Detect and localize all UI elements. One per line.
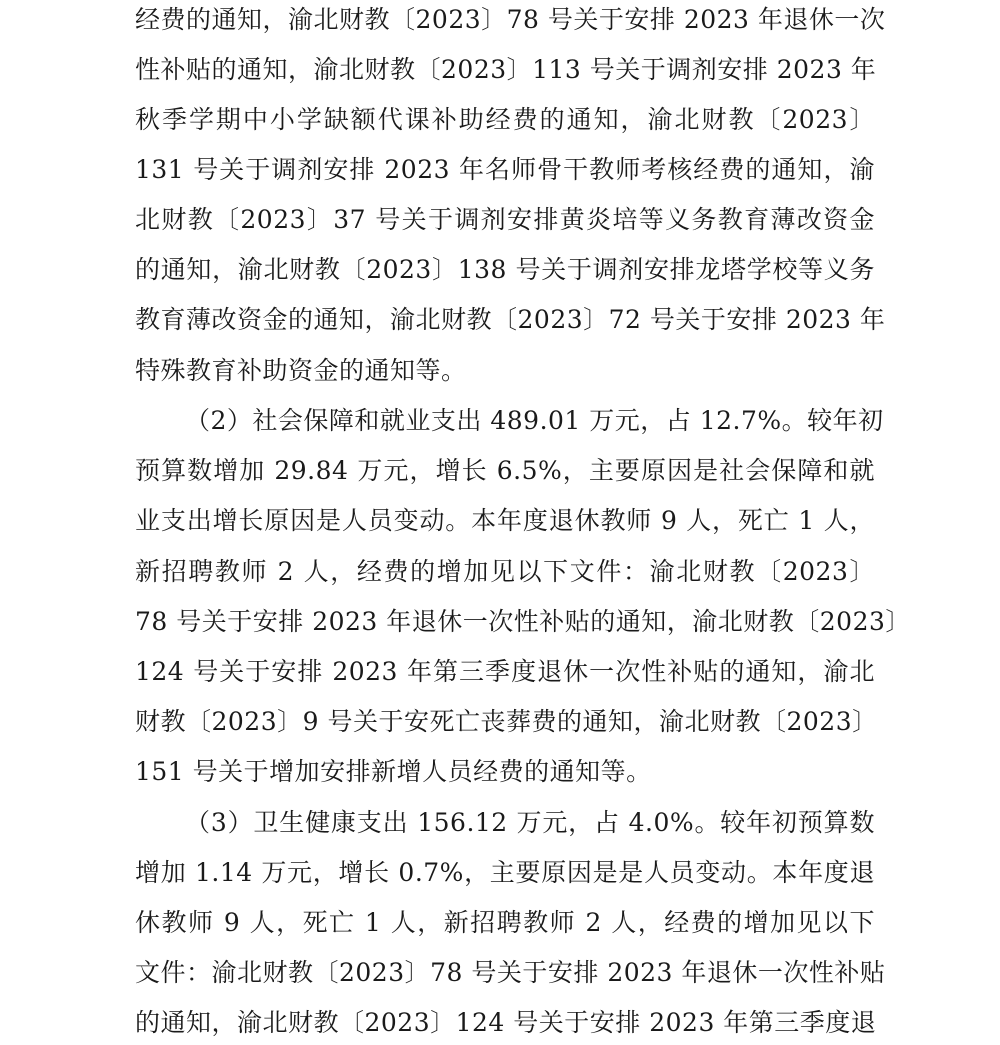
text-line: 131 号关于调剂安排 2023 年名师骨干教师考核经费的通知，渝 xyxy=(135,155,875,184)
text-line: 业支出增长原因是人员变动。本年度退休教师 9 人，死亡 1 人， xyxy=(135,506,875,535)
text-line: 预算数增加 29.84 万元，增长 6.5%，主要原因是社会保障和就 xyxy=(135,456,875,485)
text-line: 北财教〔2023〕37 号关于调剂安排黄炎培等义务教育薄改资金 xyxy=(135,205,875,234)
text-line: 新招聘教师 2 人，经费的增加见以下文件：渝北财教〔2023〕 xyxy=(135,557,875,586)
text-line: 财教〔2023〕9 号关于安死亡丧葬费的通知，渝北财教〔2023〕 xyxy=(135,707,878,736)
text-line: 秋季学期中小学缺额代课补助经费的通知，渝北财教〔2023〕 xyxy=(135,105,875,134)
text-line: 文件：渝北财教〔2023〕78 号关于安排 2023 年退休一次性补贴 xyxy=(135,958,886,987)
text-line: （2）社会保障和就业支出 489.01 万元，占 12.7%。较年初 xyxy=(185,406,884,435)
text-line: 151 号关于增加安排新增人员经费的通知等。 xyxy=(135,757,652,786)
text-line: 性补贴的通知，渝北财教〔2023〕113 号关于调剂安排 2023 年 xyxy=(135,55,877,84)
text-line: 124 号关于安排 2023 年第三季度退休一次性补贴的通知，渝北 xyxy=(135,657,875,686)
text-line: 教育薄改资金的通知，渝北财教〔2023〕72 号关于安排 2023 年 xyxy=(135,305,886,334)
text-line: 的通知，渝北财教〔2023〕124 号关于安排 2023 年第三季度退 xyxy=(135,1008,877,1037)
text-line: 经费的通知，渝北财教〔2023〕78 号关于安排 2023 年退休一次 xyxy=(135,5,886,34)
text-line: 增加 1.14 万元，增长 0.7%，主要原因是是人员变动。本年度退 xyxy=(135,858,875,887)
text-line: （3）卫生健康支出 156.12 万元，占 4.0%。较年初预算数 xyxy=(185,808,875,837)
text-line: 特殊教育补助资金的通知等。 xyxy=(135,356,467,385)
text-line: 休教师 9 人，死亡 1 人，新招聘教师 2 人，经费的增加见以下 xyxy=(135,908,875,937)
text-line: 的通知，渝北财教〔2023〕138 号关于调剂安排龙塔学校等义务 xyxy=(135,255,875,284)
text-line: 78 号关于安排 2023 年退休一次性补贴的通知，渝北财教〔2023〕 xyxy=(135,607,911,636)
